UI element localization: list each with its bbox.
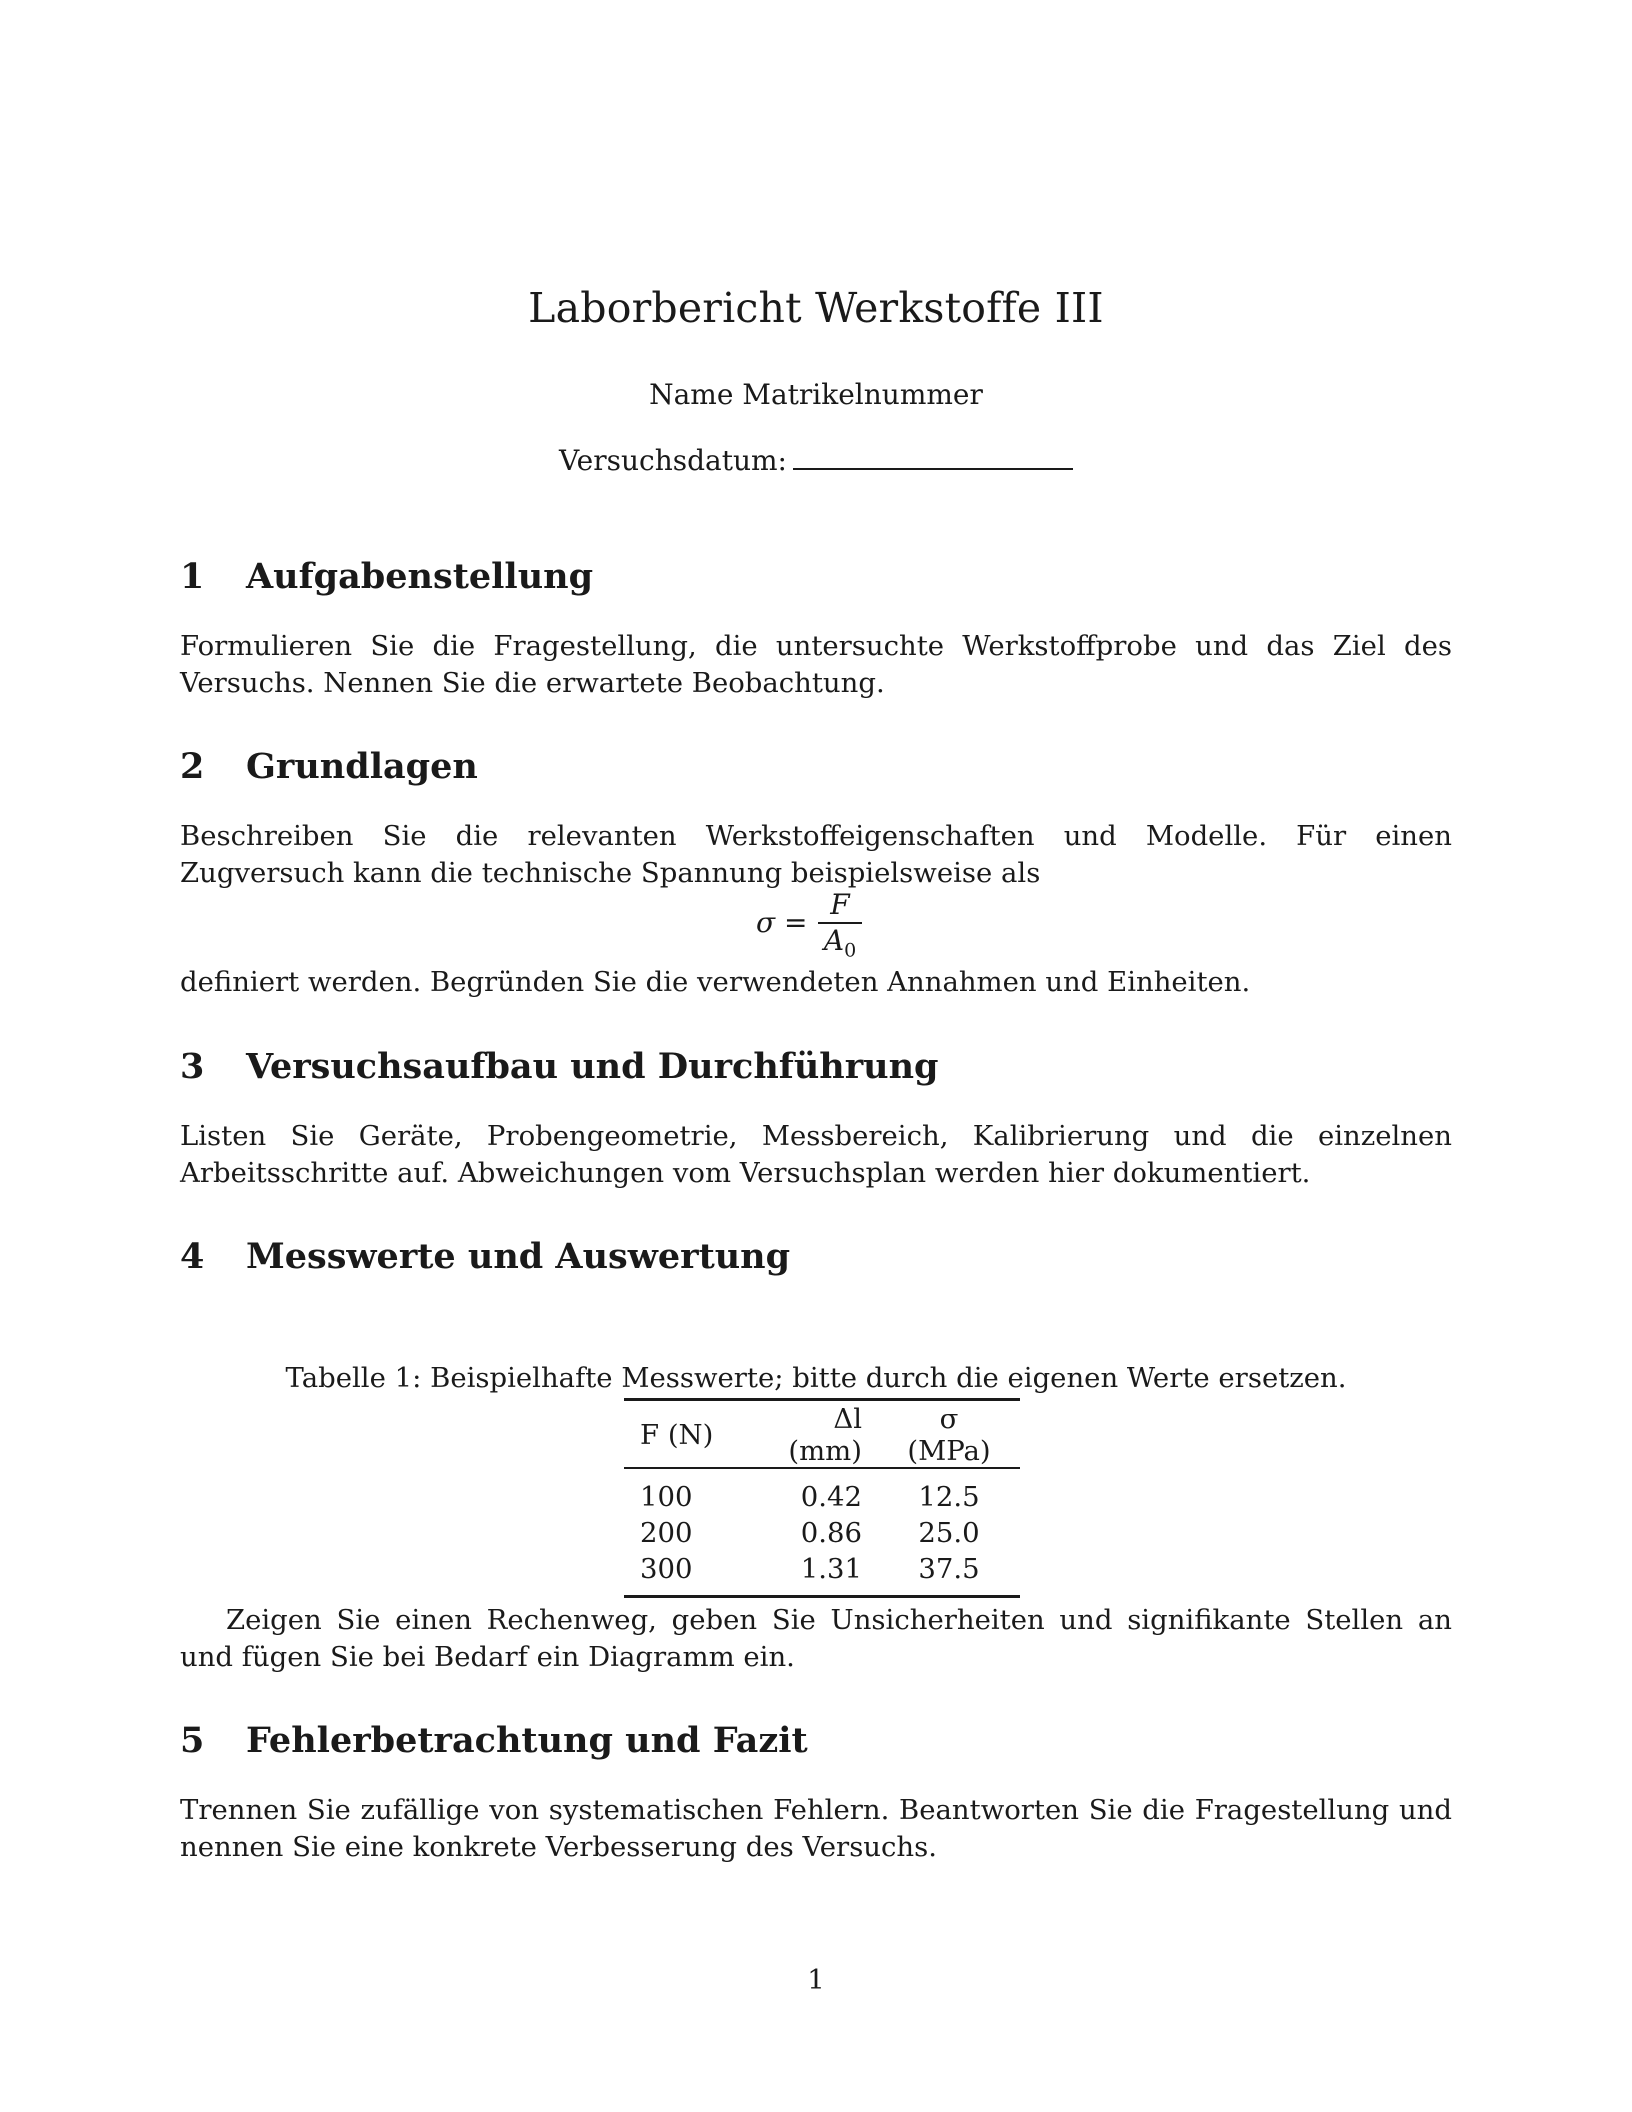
document-title: Laborbericht Werkstoffe III xyxy=(528,284,1104,332)
table-cell: 0.42 xyxy=(800,1481,862,1513)
formula-lhs: σ = xyxy=(756,906,808,939)
table-cell: 0.86 xyxy=(800,1517,862,1549)
table-cell: 100 xyxy=(640,1481,693,1513)
section-title: Versuchsaufbau und Durchführung xyxy=(246,1046,939,1087)
section-title: Fehlerbetrachtung und Fazit xyxy=(246,1720,808,1761)
section-4-text: Zeigen Sie einen Rechenweg, geben Sie Unsicherheiten und signifikante Stellen an und fügen Sie bei Bedarf ein Diagramm ein. xyxy=(180,1604,1452,1673)
section-heading-1 xyxy=(180,556,593,597)
table-cell: 37.5 xyxy=(918,1553,980,1585)
date-label: Versuchsdatum: xyxy=(559,444,787,477)
section-heading-4 xyxy=(180,1236,790,1277)
section-number: 1 xyxy=(180,556,205,597)
table-row xyxy=(624,1468,1020,1515)
table-header-row xyxy=(624,1400,1020,1469)
section-2-text-before: Beschreiben Sie die relevanten Werkstoffeigenschaften und Modelle. Für einen Zugversuch kann die technische Spannung beispielsweise als xyxy=(180,820,1452,889)
formula-numerator: F xyxy=(830,888,850,921)
section-title: Aufgabenstellung xyxy=(246,556,594,597)
measurement-table xyxy=(624,1398,1020,1598)
table-cell: 25.0 xyxy=(918,1517,980,1549)
section-heading-2 xyxy=(180,746,478,787)
author-line: Name Matrikelnummer xyxy=(649,378,983,411)
section-title: Grundlagen xyxy=(246,746,478,787)
section-title: Messwerte und Auswertung xyxy=(246,1236,791,1277)
section-number: 4 xyxy=(180,1236,205,1277)
table-cell: 1.31 xyxy=(800,1553,862,1585)
section-number: 5 xyxy=(180,1720,205,1761)
section-3-text: Listen Sie Geräte, Probengeometrie, Messbereich, Kalibrierung und die einzelnen Arbeitsschritte auf. Abweichungen vom Versuchsplan werden hier dokumentiert. xyxy=(180,1120,1452,1189)
table-cell: 12.5 xyxy=(918,1481,980,1513)
table-header-force: F (N) xyxy=(640,1419,714,1451)
table-header-stress: σ (MPa) xyxy=(907,1403,991,1467)
section-number: 2 xyxy=(180,746,205,787)
table-caption: Tabelle 1: Beispielhafte Messwerte; bitte durch die eigenen Werte ersetzen. xyxy=(285,1362,1347,1394)
page-number: 1 xyxy=(807,1964,825,1996)
section-heading-5 xyxy=(180,1720,808,1761)
section-number: 3 xyxy=(180,1046,205,1087)
date-line xyxy=(0,444,1632,477)
table-cell: 200 xyxy=(640,1517,693,1549)
table-row xyxy=(624,1515,1020,1551)
table-cell: 300 xyxy=(640,1553,693,1585)
date-blank-field xyxy=(793,446,1073,470)
section-heading-3 xyxy=(180,1046,939,1087)
section-5-text: Trennen Sie zufällige von systematischen Fehlern. Beantworten Sie die Fragestellung und nennen Sie eine konkrete Verbesserung des Versuchs. xyxy=(180,1794,1452,1863)
formula-fraction xyxy=(818,888,862,968)
formula-denominator: $A_0$ xyxy=(823,924,857,962)
section-1-text: Formulieren Sie die Fragestellung, die untersuchte Werkstoffprobe und das Ziel des Versuchs. Nennen Sie die erwartete Beobachtung. xyxy=(180,630,1452,699)
table-row xyxy=(624,1551,1020,1597)
table-header-elongation: Δl (mm) xyxy=(788,1403,862,1467)
section-2-text-after: definiert werden. Begründen Sie die verwendeten Annahmen und Einheiten. xyxy=(180,966,1251,998)
